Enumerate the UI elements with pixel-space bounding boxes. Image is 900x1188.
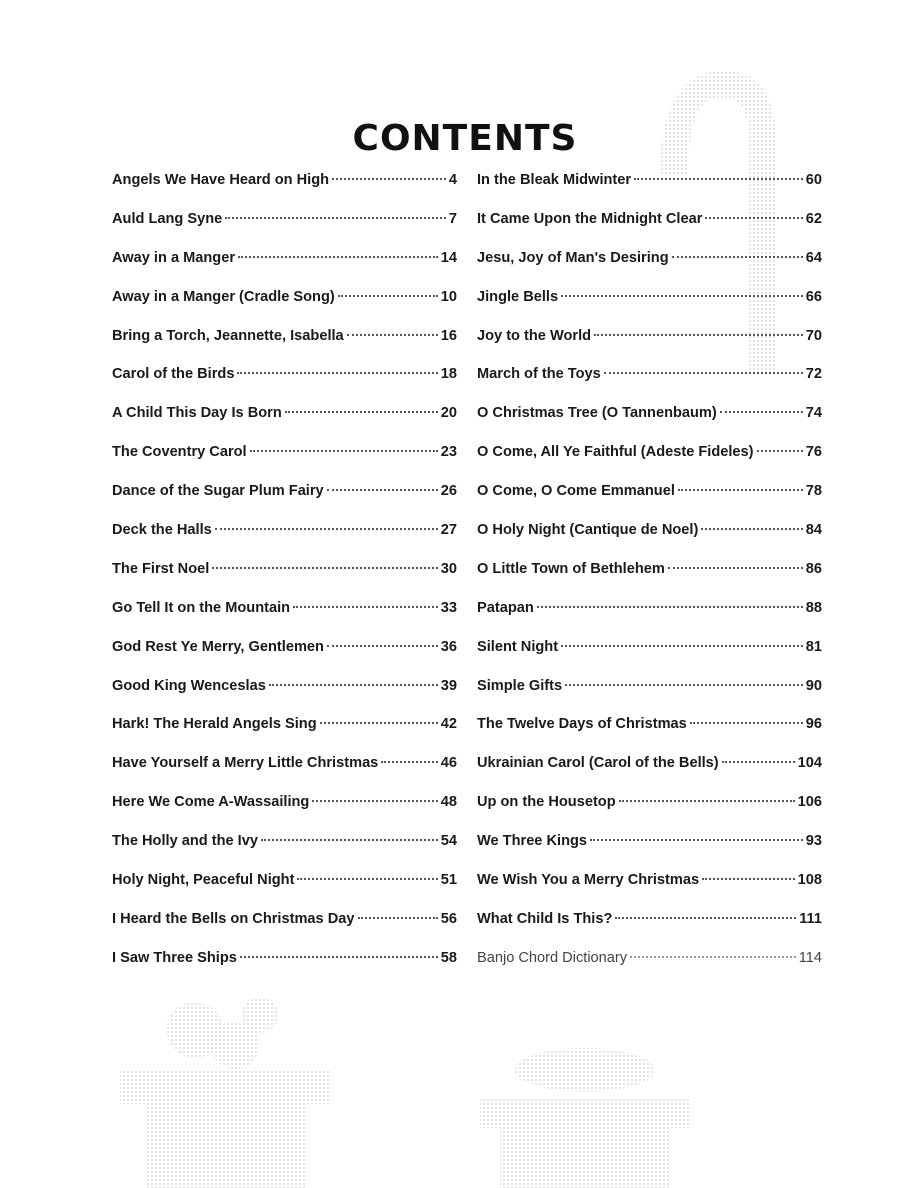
- dot-leader: [561, 295, 803, 297]
- entry-title: The Holly and the Ivy: [112, 833, 258, 850]
- entry-title: Have Yourself a Merry Little Christmas: [112, 755, 379, 772]
- dot-leader: [690, 722, 803, 724]
- dot-leader: [238, 256, 438, 258]
- gift-plant-illustration: [110, 990, 340, 1188]
- entry-page-number: 26: [440, 483, 457, 500]
- dot-leader: [705, 217, 802, 219]
- contents-entry: [112, 950, 457, 989]
- dot-leader: [381, 761, 437, 763]
- contents-entry: [477, 483, 822, 522]
- contents-entry: [477, 172, 822, 211]
- entry-page-number: 62: [805, 210, 822, 227]
- dot-leader: [672, 256, 803, 258]
- contents-entry: [477, 678, 822, 717]
- entry-page-number: 7: [448, 210, 457, 227]
- entry-title: Good King Wenceslas: [112, 677, 266, 694]
- entry-page-number: 86: [805, 560, 822, 577]
- dot-leader: [327, 645, 438, 647]
- dot-leader: [240, 956, 438, 958]
- contents-entry: [477, 522, 822, 561]
- dot-leader: [312, 800, 437, 802]
- entry-page-number: 54: [440, 833, 457, 850]
- dot-leader: [722, 761, 795, 763]
- entry-title: Patapan: [477, 599, 534, 616]
- dot-leader: [634, 178, 803, 180]
- entry-title: Joy to the World: [477, 327, 592, 344]
- entry-title: O Little Town of Bethlehem: [477, 560, 665, 577]
- contents-entry: [112, 405, 457, 444]
- dot-leader: [332, 178, 446, 180]
- contents-entry: [477, 794, 822, 833]
- dot-leader: [261, 839, 438, 841]
- dot-leader: [668, 567, 803, 569]
- entry-page-number: 96: [805, 716, 822, 733]
- entry-title: Away in a Manger (Cradle Song): [112, 288, 335, 305]
- entry-page-number: 36: [440, 638, 457, 655]
- dot-leader: [630, 956, 796, 958]
- dot-leader: [561, 645, 803, 647]
- entry-title: O Come, All Ye Faithful (Adeste Fideles): [477, 444, 754, 461]
- dot-leader: [285, 411, 438, 413]
- contents-entry: [112, 172, 457, 211]
- entry-title: We Wish You a Merry Christmas: [477, 872, 700, 889]
- contents-entry: [477, 366, 822, 405]
- dot-leader: [565, 684, 803, 686]
- entry-page-number: 48: [440, 794, 457, 811]
- entry-title: What Child Is This?: [477, 910, 613, 927]
- entry-page-number: 60: [805, 172, 822, 188]
- dot-leader: [590, 839, 803, 841]
- contents-entry: [112, 561, 457, 600]
- dot-leader: [225, 217, 446, 219]
- contents-entry: [477, 328, 822, 367]
- entry-title: Dance of the Sugar Plum Fairy: [112, 483, 324, 500]
- dot-leader: [678, 489, 803, 491]
- contents-entry: [112, 444, 457, 483]
- entry-title: Ukrainian Carol (Carol of the Bells): [477, 755, 719, 772]
- entry-title: Simple Gifts: [477, 677, 563, 694]
- entry-title: In the Bleak Midwinter: [477, 172, 632, 188]
- entry-title: Go Tell It on the Mountain: [112, 599, 291, 616]
- contents-entry: [112, 833, 457, 872]
- contents-entry: [477, 639, 822, 678]
- dot-leader: [215, 528, 438, 530]
- dot-leader: [615, 917, 796, 919]
- entry-title: March of the Toys: [477, 366, 601, 383]
- entry-page-number: 58: [440, 949, 457, 966]
- dot-leader: [293, 606, 438, 608]
- entry-page-number: 51: [440, 872, 457, 889]
- entry-page-number: 81: [805, 638, 822, 655]
- entry-title: Carol of the Birds: [112, 366, 235, 383]
- entry-title: The First Noel: [112, 560, 210, 577]
- entry-page-number: 46: [440, 755, 457, 772]
- dot-leader: [594, 334, 803, 336]
- contents-entry: [112, 366, 457, 405]
- entry-title: The Twelve Days of Christmas: [477, 716, 687, 733]
- entry-title: Angels We Have Heard on High: [112, 172, 330, 188]
- entry-page-number: 30: [440, 560, 457, 577]
- entry-page-number: 74: [805, 405, 822, 422]
- entry-title: I Heard the Bells on Christmas Day: [112, 910, 355, 927]
- entry-title: Away in a Manger: [112, 249, 236, 266]
- contents-entry: [112, 483, 457, 522]
- contents-entry: [477, 911, 822, 950]
- contents-column-right: [477, 172, 822, 989]
- entry-page-number: 108: [797, 872, 822, 889]
- entry-page-number: 111: [799, 910, 822, 927]
- contents-entry: [477, 250, 822, 289]
- dot-leader: [338, 295, 438, 297]
- dot-leader: [269, 684, 438, 686]
- contents-entry: [477, 716, 822, 755]
- dot-leader: [347, 334, 438, 336]
- dot-leader: [297, 878, 437, 880]
- entry-page-number: 84: [805, 522, 822, 539]
- contents-entry: [112, 211, 457, 250]
- contents-entry: [112, 328, 457, 367]
- entry-page-number: 42: [440, 716, 457, 733]
- entry-title: It Came Upon the Midnight Clear: [477, 210, 703, 227]
- dot-leader: [701, 528, 802, 530]
- entry-title: Banjo Chord Dictionary: [477, 949, 628, 966]
- entry-page-number: 10: [440, 288, 457, 305]
- contents-entry: [477, 950, 822, 989]
- entry-title: We Three Kings: [477, 833, 588, 850]
- dot-leader: [250, 450, 438, 452]
- pudding-bowl-illustration: [470, 1030, 700, 1188]
- entry-page-number: 33: [440, 599, 457, 616]
- dot-leader: [757, 450, 803, 452]
- entry-title: Auld Lang Syne: [112, 210, 223, 227]
- dot-leader: [702, 878, 795, 880]
- dot-leader: [320, 722, 438, 724]
- contents-entry: [112, 639, 457, 678]
- entry-title: O Come, O Come Emmanuel: [477, 483, 675, 500]
- contents-entry: [477, 405, 822, 444]
- contents-entry: [477, 444, 822, 483]
- entry-title: O Christmas Tree (O Tannenbaum): [477, 405, 717, 422]
- entry-title: Here We Come A-Wassailing: [112, 794, 310, 811]
- contents-entry: [112, 794, 457, 833]
- entry-title: Deck the Halls: [112, 522, 212, 539]
- contents-column-left: [112, 172, 457, 989]
- entry-page-number: 64: [805, 249, 822, 266]
- entry-title: Silent Night: [477, 638, 559, 655]
- entry-page-number: 66: [805, 288, 822, 305]
- contents-entry: [477, 833, 822, 872]
- entry-page-number: 72: [805, 366, 822, 383]
- entry-page-number: 20: [440, 405, 457, 422]
- entry-page-number: 27: [440, 522, 457, 539]
- dot-leader: [619, 800, 795, 802]
- entry-title: Hark! The Herald Angels Sing: [112, 716, 317, 733]
- entry-title: Up on the Housetop: [477, 794, 616, 811]
- dot-leader: [537, 606, 803, 608]
- entry-title: God Rest Ye Merry, Gentlemen: [112, 638, 324, 655]
- entry-title: Holy Night, Peaceful Night: [112, 872, 295, 889]
- entry-page-number: 16: [440, 327, 457, 344]
- entry-page-number: 4: [448, 172, 457, 188]
- contents-entry: [477, 872, 822, 911]
- entry-title: Bring a Torch, Jeannette, Isabella: [112, 327, 344, 344]
- entry-page-number: 56: [440, 910, 457, 927]
- contents-entry: [112, 755, 457, 794]
- dot-leader: [604, 372, 803, 374]
- dot-leader: [212, 567, 437, 569]
- entry-page-number: 114: [798, 949, 822, 966]
- contents-entry: [112, 250, 457, 289]
- entry-page-number: 39: [440, 677, 457, 694]
- entry-page-number: 23: [440, 444, 457, 461]
- entry-title: I Saw Three Ships: [112, 949, 237, 966]
- contents-entry: [477, 561, 822, 600]
- entry-title: Jingle Bells: [477, 288, 559, 305]
- contents-entry: [112, 600, 457, 639]
- dot-leader: [237, 372, 437, 374]
- dot-leader: [720, 411, 803, 413]
- contents-entry: [112, 872, 457, 911]
- contents-entry: [112, 678, 457, 717]
- page-title: CONTENTS: [352, 118, 578, 159]
- entry-title: Jesu, Joy of Man's Desiring: [477, 249, 669, 266]
- contents-entry: [112, 289, 457, 328]
- entry-page-number: 93: [805, 833, 822, 850]
- entry-page-number: 76: [805, 444, 822, 461]
- contents-entry: [477, 600, 822, 639]
- entry-page-number: 14: [440, 249, 457, 266]
- entry-page-number: 106: [797, 794, 822, 811]
- entry-page-number: 70: [805, 327, 822, 344]
- entry-title: O Holy Night (Cantique de Noel): [477, 522, 699, 539]
- entry-page-number: 88: [805, 599, 822, 616]
- entry-title: A Child This Day Is Born: [112, 405, 282, 422]
- contents-entry: [477, 289, 822, 328]
- entry-page-number: 78: [805, 483, 822, 500]
- dot-leader: [358, 917, 438, 919]
- contents-entry: [112, 716, 457, 755]
- contents-entry: [477, 211, 822, 250]
- contents-entry: [477, 755, 822, 794]
- entry-page-number: 90: [805, 677, 822, 694]
- contents-entry: [112, 522, 457, 561]
- entry-title: The Coventry Carol: [112, 444, 247, 461]
- dot-leader: [327, 489, 438, 491]
- entry-page-number: 104: [797, 755, 822, 772]
- contents-entry: [112, 911, 457, 950]
- entry-page-number: 18: [440, 366, 457, 383]
